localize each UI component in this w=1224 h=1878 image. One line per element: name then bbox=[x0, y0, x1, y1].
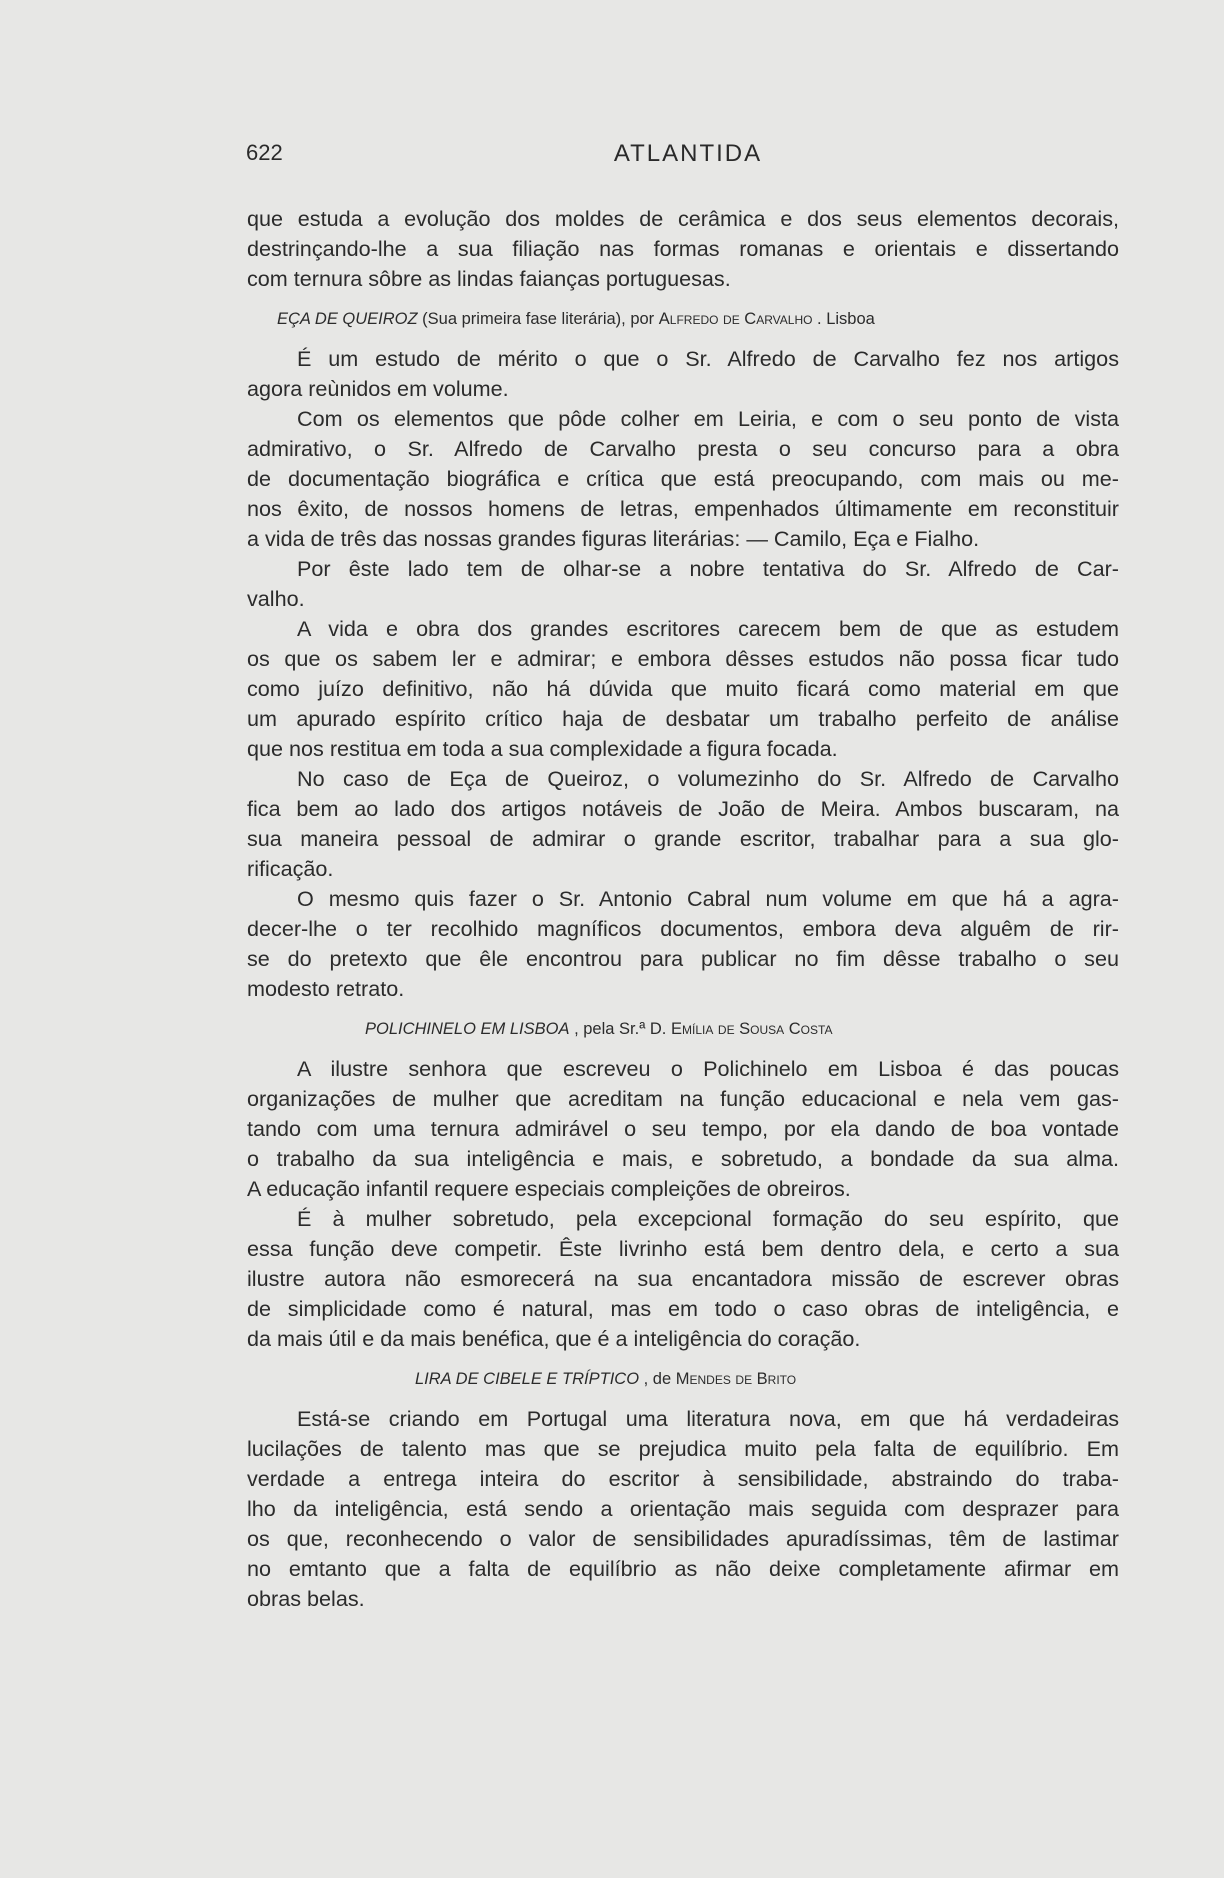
text-line: O mesmo quis fazer o Sr. Antonio Cabral num volume em que há a agra- bbox=[297, 886, 1119, 911]
text-line: ilustre autora não esmorecerá na sua encantadora missão de escrever obras bbox=[247, 1266, 1119, 1291]
text-line: sua maneira pessoal de admirar o grande escritor, trabalhar para a sua glo- bbox=[247, 826, 1119, 851]
text-line: Com os elementos que pôde colher em Leiria, e com o seu ponto de vista bbox=[297, 406, 1119, 431]
text-line: verdade a entrega inteira do escritor à sensibilidade, abstraindo do traba- bbox=[247, 1466, 1119, 1491]
text-line: com ternura sôbre as lindas faianças portuguesas. bbox=[247, 266, 731, 291]
text-line: É um estudo de mérito o que o Sr. Alfredo de Carvalho fez nos artigos bbox=[297, 346, 1119, 371]
publication-place: . Lisboa bbox=[817, 310, 875, 328]
text-line: os que os sabem ler e admirar; e embora dêsses estudos não possa ficar tudo bbox=[247, 646, 1119, 671]
work-title: LIRA DE CIBELE E TRÍPTICO bbox=[415, 1370, 640, 1388]
text-line: o trabalho da sua inteligência e mais, e sobretudo, a bondade da sua alma. bbox=[247, 1146, 1119, 1171]
page-header bbox=[246, 140, 1130, 174]
work-title: EÇA DE QUEIROZ bbox=[277, 310, 418, 328]
text-line: A educação infantil requere especiais compleições de obreiros. bbox=[247, 1176, 851, 1201]
text-line: obras belas. bbox=[247, 1586, 365, 1611]
review-heading bbox=[247, 1010, 1119, 1048]
text-line: que nos restitua em toda a sua complexidade a figura focada. bbox=[247, 736, 838, 761]
author-name: Mendes de Brito bbox=[675, 1370, 797, 1388]
text-line: da mais útil e da mais benéfica, que é a inteligência do coração. bbox=[247, 1326, 861, 1351]
text-line: nos êxito, de nossos homens de letras, empenhados últimamente em reconstituir bbox=[247, 496, 1119, 521]
text-line: destrinçando-lhe a sua filiação nas formas romanas e orientais e dissertando bbox=[247, 236, 1119, 261]
text-line: agora reùnidos em volume. bbox=[247, 376, 509, 401]
text-line: No caso de Eça de Queiroz, o volumezinho do Sr. Alfredo de Carvalho bbox=[297, 766, 1119, 791]
work-title: POLICHINELO EM LISBOA bbox=[365, 1020, 570, 1038]
text-line: se do pretexto que êle encontrou para publicar no fim dêsse trabalho o seu bbox=[247, 946, 1119, 971]
work-subtitle: (Sua primeira fase literária), por bbox=[422, 310, 659, 328]
text-line: essa função deve competir. Êste livrinho está bem dentro dela, e certo a sua bbox=[247, 1236, 1119, 1261]
text-line: valho. bbox=[247, 586, 305, 611]
text-line: de simplicidade como é natural, mas em todo o caso obras de inteligência, e bbox=[247, 1296, 1119, 1321]
text-line: os que, reconhecendo o valor de sensibilidades apuradíssimas, têm de lastimar bbox=[247, 1526, 1119, 1551]
page-number: 622 bbox=[246, 140, 283, 165]
text-line: lho da inteligência, está sendo a orientação mais seguida com desprazer para bbox=[247, 1496, 1119, 1521]
text-line: lucilações de talento mas que se prejudica muito pela falta de equilíbrio. Em bbox=[247, 1436, 1119, 1461]
text-line: admirativo, o Sr. Alfredo de Carvalho presta o seu concurso para a obra bbox=[247, 436, 1119, 461]
page-body bbox=[247, 204, 1119, 1614]
work-subtitle: , pela Sr.ª D. bbox=[574, 1020, 671, 1038]
text-line: fica bem ao lado dos artigos notáveis de João de Meira. Ambos buscaram, na bbox=[247, 796, 1119, 821]
review-heading bbox=[247, 300, 1119, 338]
text-line: Por êste lado tem de olhar-se a nobre tentativa do Sr. Alfredo de Car- bbox=[297, 556, 1119, 581]
review-paragraph bbox=[247, 614, 1119, 764]
review-paragraph bbox=[247, 884, 1119, 1004]
text-line: a vida de três das nossas grandes figuras literárias: — Camilo, Eça e Fialho. bbox=[247, 526, 980, 551]
intro-paragraph bbox=[247, 204, 1119, 294]
text-line: É à mulher sobretudo, pela excepcional formação do seu espírito, que bbox=[297, 1206, 1119, 1231]
text-line: A ilustre senhora que escreveu o Polichinelo em Lisboa é das poucas bbox=[297, 1056, 1119, 1081]
work-subtitle: , de bbox=[643, 1370, 676, 1388]
text-line: um apurado espírito crítico haja de desbatar um trabalho perfeito de análise bbox=[247, 706, 1119, 731]
text-line: organizações de mulher que acreditam na função educacional e nela vem gas- bbox=[247, 1086, 1119, 1111]
author-name: Emília de Sousa Costa bbox=[670, 1020, 833, 1038]
review-heading bbox=[247, 1360, 1119, 1398]
text-line: como juízo definitivo, não há dúvida que muito ficará como material em que bbox=[247, 676, 1119, 701]
review-paragraph bbox=[247, 404, 1119, 554]
review-paragraph bbox=[247, 1054, 1119, 1204]
text-line: Está-se criando em Portugal uma literatura nova, em que há verdadeiras bbox=[297, 1406, 1119, 1431]
text-line: modesto retrato. bbox=[247, 976, 405, 1001]
review-paragraph bbox=[247, 1204, 1119, 1354]
text-line: rificação. bbox=[247, 856, 334, 881]
review-paragraph bbox=[247, 554, 1119, 614]
text-line: decer-lhe o ter recolhido magníficos documentos, embora deva alguêm de rir- bbox=[247, 916, 1119, 941]
text-line: A vida e obra dos grandes escritores carecem bem de que as estudem bbox=[297, 616, 1119, 641]
review-paragraph bbox=[247, 764, 1119, 884]
text-line: tando com uma ternura admirável o seu tempo, por ela dando de boa vontade bbox=[247, 1116, 1119, 1141]
author-name: Alfredo de Carvalho bbox=[658, 310, 813, 328]
text-line: que estuda a evolução dos moldes de cerâmica e dos seus elementos decorais, bbox=[247, 206, 1119, 231]
review-paragraph bbox=[247, 1404, 1119, 1614]
running-title: ATLANTIDA bbox=[613, 140, 763, 167]
text-line: de documentação biográfica e crítica que está preocupando, com mais ou me- bbox=[247, 466, 1119, 491]
review-paragraph bbox=[247, 344, 1119, 404]
text-line: no emtanto que a falta de equilíbrio as não deixe completamente afirmar em bbox=[247, 1556, 1119, 1581]
